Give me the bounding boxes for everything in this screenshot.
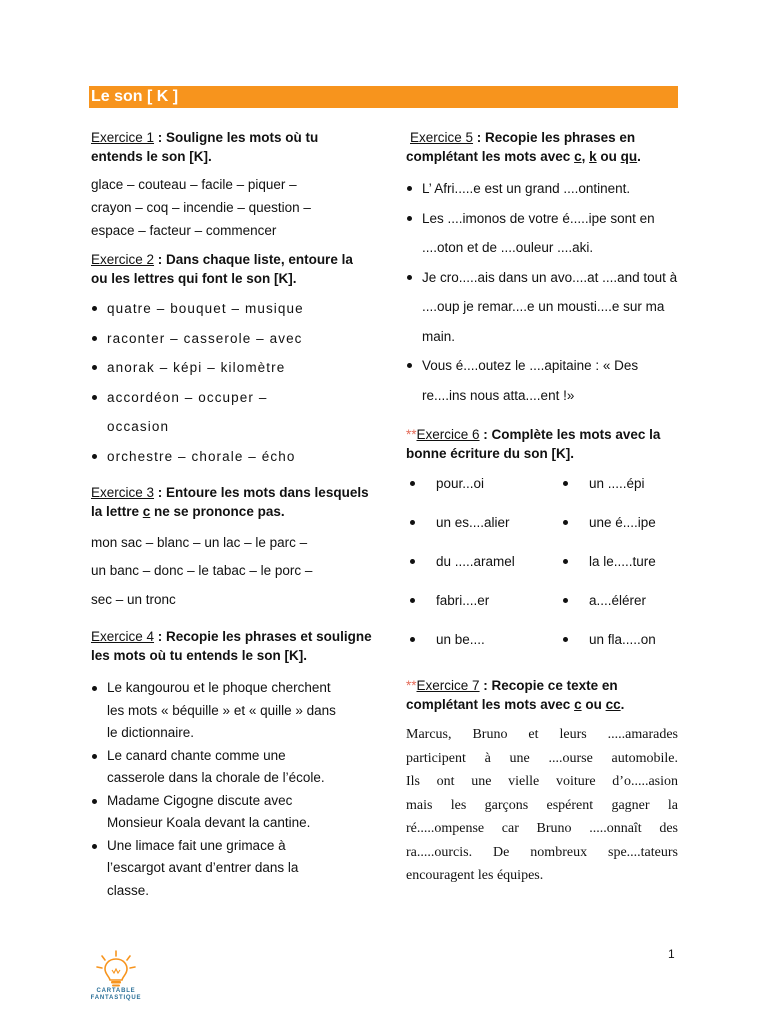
left-column (91, 128, 373, 902)
difficulty-stars: ** (406, 678, 417, 693)
grid-item: a....élérer (559, 589, 678, 612)
text-line: mais les garçons espérent gagner la (406, 797, 678, 813)
exercise-7-text (406, 723, 678, 888)
list-item: Le kangourou et le phoque cherchent les mots « béquille » et « quille » dans le dictionnaire. (91, 677, 336, 745)
exercise-5-option-k: k (589, 149, 597, 164)
exercise-5-list (406, 174, 678, 410)
difficulty-stars: ** (406, 427, 417, 442)
text-line: ré.....ompense car Bruno .....onnaît des (406, 821, 678, 836)
exercise-5-end: . (637, 149, 641, 164)
list-item: Je cro.....ais dans un avo....at ....and tout à ....oup je remar....e un mousti....e sur ma main. (406, 263, 678, 352)
list-item: L’ Afri.....e est un grand ....ontinent. (406, 174, 678, 204)
list-item: orchestre – chorale – écho (91, 442, 321, 472)
grid-item: une é....ipe (559, 511, 678, 534)
text-line: participent à une ....ourse automobile. (406, 750, 678, 766)
exercise-5-separator: ou (596, 149, 621, 164)
exercise-5-instruction: : Recopie les phrases en complétant les mots avec (406, 130, 636, 164)
exercise-3-letter: c (142, 504, 151, 519)
page-number: 1 (668, 947, 675, 961)
text-line: Marcus, Bruno et leurs .....amarades (406, 727, 678, 742)
exercise-1-label: Exercice 1 (91, 130, 155, 145)
exercise-2 (91, 250, 373, 471)
text-line: ra.....ourcis. De nombreux spe....tateurs (406, 844, 678, 860)
exercise-5-option-c: c (574, 149, 582, 164)
list-item: quatre – bouquet – musique (91, 294, 321, 324)
exercise-2-label: Exercice 2 (91, 252, 155, 267)
exercise-3-line: sec – un tronc (91, 592, 176, 607)
exercise-5-label: Exercice 5 (410, 130, 474, 145)
exercise-1 (91, 128, 373, 242)
exercise-7 (406, 676, 678, 888)
exercise-1-line: glace – couteau – facile – piquer – (91, 177, 297, 192)
text-line: Ils ont une vielle voiture d’o.....asion (406, 774, 678, 789)
exercise-6 (406, 425, 678, 651)
exercise-3-word-list (91, 526, 373, 616)
exercise-2-list (91, 294, 321, 471)
list-item: Madame Cigogne discute avec Monsieur Koala devant la cantine. (91, 790, 336, 835)
grid-item: fabri....er (406, 589, 559, 612)
exercise-1-heading (91, 128, 373, 166)
grid-item: un fla.....on (559, 628, 678, 651)
logo-line: CARTABLE (96, 988, 136, 994)
exercise-5-separator: , (581, 149, 590, 164)
exercise-4-list (91, 677, 336, 902)
exercise-7-end: . (620, 697, 625, 712)
exercise-7-instruction: : Recopie ce texte en complétant les mots avec (406, 678, 618, 712)
exercise-7-option-c: c (574, 697, 582, 712)
exercise-4-instruction: : Recopie les phrases et souligne les mots où tu entends le son [K]. (91, 629, 372, 663)
list-item: Vous é....outez le ....apitaine : « Des re....ins nous atta....ent !» (406, 351, 678, 410)
exercise-5-heading (406, 128, 678, 166)
exercise-3-label: Exercice 3 (91, 485, 155, 500)
grid-item: la le.....ture (559, 550, 678, 573)
exercise-1-word-list (91, 173, 373, 242)
logo-line: FANTASTIQUE (90, 995, 142, 1001)
exercise-6-grid (406, 472, 678, 651)
exercise-6-instruction: : Complète les mots avec la bonne écriture du son [K]. (406, 427, 661, 461)
list-item: raconter – casserole – avec (91, 324, 321, 354)
exercise-3-heading (91, 483, 373, 521)
list-item: Une limace fait une grimace à l’escargot avant d’entrer dans la classe. (91, 835, 336, 903)
exercise-3-line: mon sac – blanc – un lac – le parc – (91, 535, 308, 550)
logo-wordmark (88, 988, 144, 1002)
exercise-6-label: Exercice 6 (416, 427, 480, 442)
exercise-2-heading (91, 250, 373, 288)
page-title: Le son [ K ] (89, 86, 678, 108)
grid-item: un es....alier (406, 511, 559, 534)
exercise-1-line: espace – facteur – commencer (91, 223, 277, 238)
list-item: Les ....imonos de votre é.....ipe sont en ....oton et de ....ouleur ....aki. (406, 204, 678, 263)
exercise-5 (406, 128, 678, 410)
exercise-2-instruction: : Dans chaque liste, entoure la ou les lettres qui font le son [K]. (91, 252, 353, 286)
exercise-5-option-qu: qu (620, 149, 638, 164)
exercise-3-line: un banc – donc – le tabac – le porc – (91, 563, 313, 578)
list-item: anorak – képi – kilomètre (91, 353, 321, 383)
exercise-7-separator: ou (581, 697, 606, 712)
grid-item: un be.... (406, 628, 559, 651)
list-item: Le canard chante comme une casserole dans la chorale de l’école. (91, 745, 336, 790)
exercise-7-option-cc: cc (605, 697, 621, 712)
exercise-4-heading (91, 627, 373, 665)
exercise-4-label: Exercice 4 (91, 629, 155, 644)
right-column (406, 128, 678, 888)
exercise-3 (91, 483, 373, 616)
exercise-4 (91, 627, 373, 902)
exercise-6-heading (406, 425, 678, 463)
exercise-1-line: crayon – coq – incendie – question – (91, 200, 311, 215)
exercise-7-heading (406, 676, 678, 714)
grid-item: du .....aramel (406, 550, 559, 573)
grid-item: un .....épi (559, 472, 678, 495)
exercise-3-instruction-a: : Entoure les mots dans lesquels la lettre (91, 485, 369, 519)
list-item: accordéon – occuper – occasion (91, 383, 321, 442)
text-line: encouragent les équipes. (406, 868, 544, 883)
exercise-7-label: Exercice 7 (416, 678, 480, 693)
exercise-1-instruction: : Souligne les mots où tu entends le son [K]. (91, 130, 319, 164)
exercise-3-instruction-b: ne se prononce pas. (150, 504, 285, 519)
grid-item: pour...oi (406, 472, 559, 495)
